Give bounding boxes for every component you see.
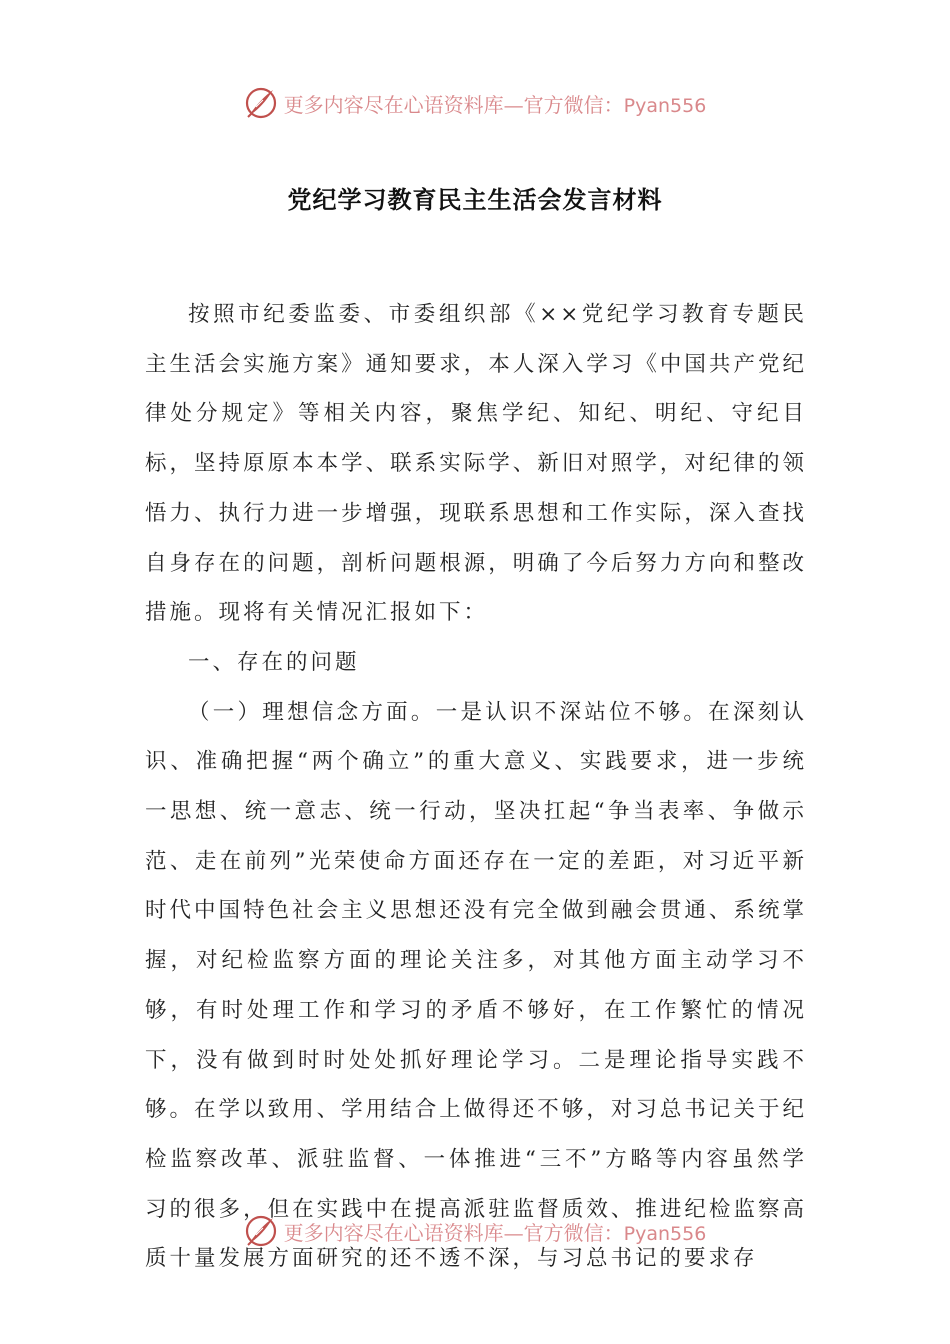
banner-text: [284, 89, 707, 118]
quill-logo-icon: [244, 86, 278, 120]
paragraph-section-1: （一）理想信念方面。一是认识不深站位不够。在深刻认识、准确把握“两个确立”的重大意义、实践要求，进一步统一思想、统一意志、统一行动，坚决扛起“争当表率、争做示范、走在前列”光荣使命方面还存在一定的差距，对习近平新时代中国特色社会主义思想还没有完全做到融会贯通、系统掌握，对纪检监察方面的理论关注多，对其他方面主动学习不够，有时处理工作和学习的矛盾不够好，在工作繁忙的情况下，没有做到时时处处抓好理论学习。二是理论指导实践不够。在学以致用、学用结合上做得还不够，对习总书记关于纪检监察改革、派驻监督、一体推进“三不”方略等内容虽然学习的很多，但在实践中在提高派驻监督质效、推进纪检监察高质十量发展方面研究的还不透不深，与习总书记的要求存: [145, 699, 807, 1272]
paragraph-intro: 按照市纪委监委、市委组织部《××党纪学习教育专题民主生活会实施方案》通知要求，本人深入学习《中国共产党纪律处分规定》等相关内容，聚焦学纪、知纪、明纪、守纪目标，坚持原原本本学、联系实际学、新旧对照学，对纪律的领悟力、执行力进一步增强，现联系思想和工作实际，深入查找自身存在的问题，剖析问题根源，明确了今后努力方向和整改措施。现将有关情况汇报如下：: [145, 302, 807, 626]
section-heading: 一、存在的问题: [188, 649, 360, 675]
banner-text: [284, 1217, 707, 1246]
document-title: 党纪学习教育民主生活会发言材料: [287, 185, 663, 214]
banner-slogan: 更多内容尽在心语资料库—官方微信：: [283, 1220, 624, 1245]
wechat-id: Pyan556: [623, 1222, 707, 1245]
banner-slogan: 更多内容尽在心语资料库—官方微信：: [283, 92, 624, 117]
document-body: [145, 290, 807, 1284]
quill-logo-icon: [244, 1214, 278, 1248]
footer-banner: [0, 1211, 950, 1251]
wechat-id: Pyan556: [623, 94, 707, 117]
header-banner: [0, 83, 950, 123]
